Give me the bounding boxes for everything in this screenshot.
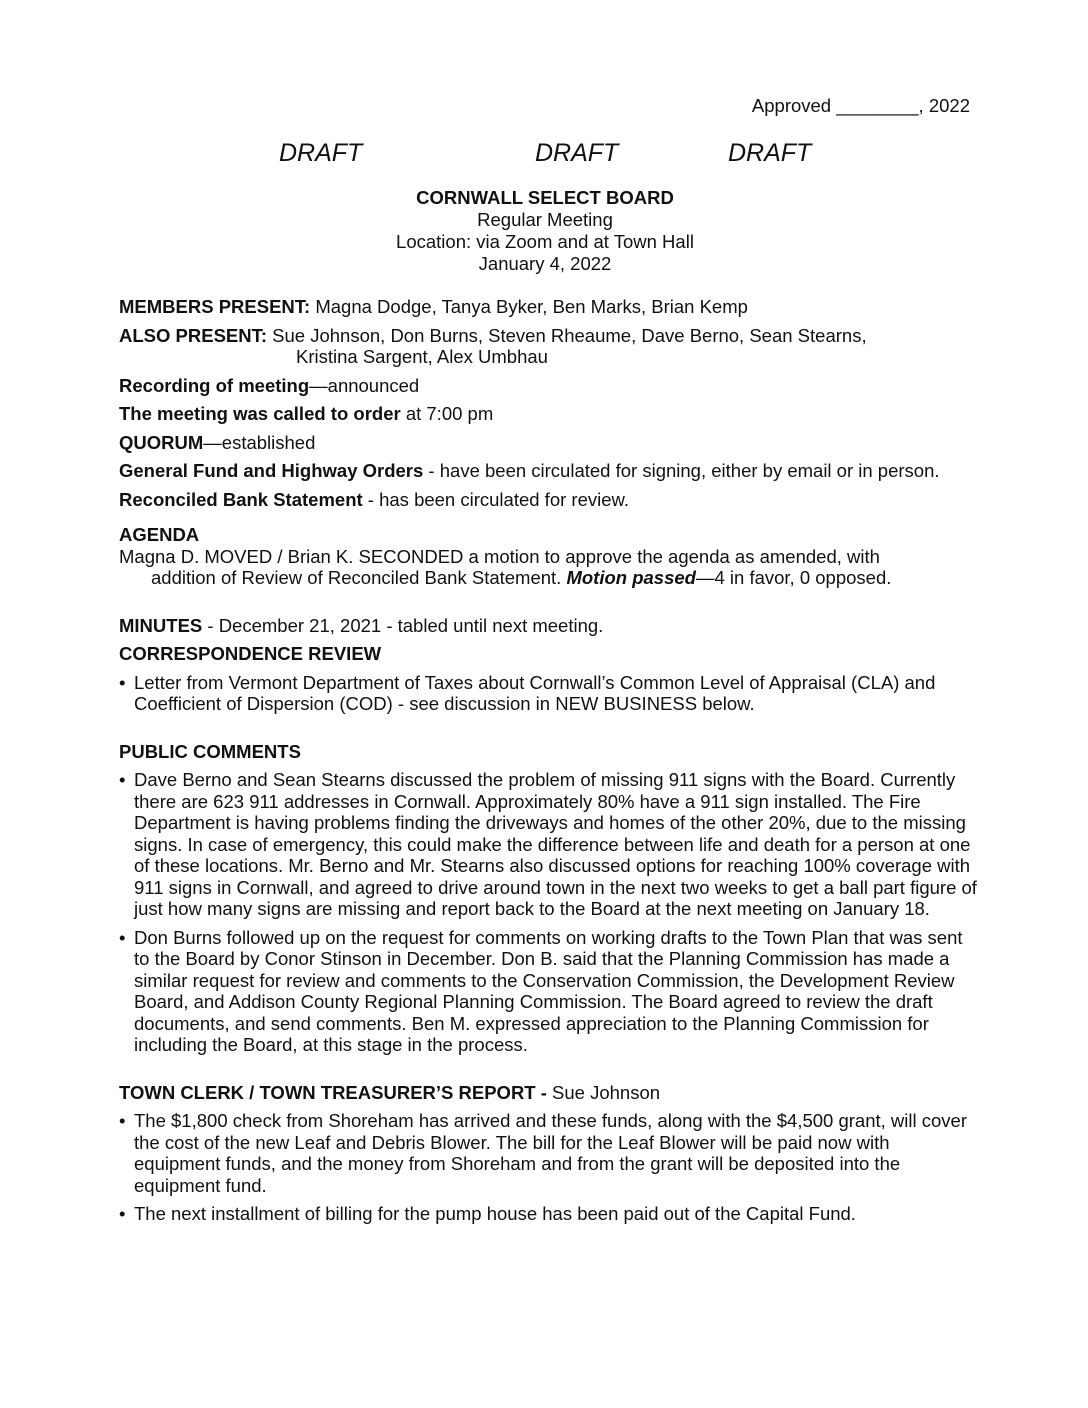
public-comment-item: Dave Berno and Sean Stearns discussed the problem of missing 911 signs with the Board. Currently there are 623 911 addresses in Cornwall. Approximately 80% have a 911 sign installed. The Fire Department is having problems finding the driveways and homes of the other 20%, due to the missing signs. In case of emergency, this could make the difference between life and death for a person at one of these locations. Mr. Berno and Mr. Stearns also discussed options for reaching 100% coverage with 911 signs in Cornwall, and agreed to drive around town in the next two weeks to get a ball part figure of just how many signs are missing and report back to the Board at the next meeting on January 18. — [134, 769, 977, 919]
correspondence-list — [119, 672, 979, 715]
treasurer-section — [119, 1082, 979, 1225]
org-title: CORNWALL SELECT BOARD — [416, 187, 674, 208]
minutes-label: MINUTES — [119, 614, 203, 636]
general-fund-note — [119, 460, 979, 482]
correspondence-section — [119, 643, 979, 715]
call-to-order — [119, 403, 979, 425]
members-present — [119, 296, 979, 318]
draft-mark-right: DRAFT — [728, 139, 812, 167]
call-to-order-text: at 7:00 pm — [400, 403, 494, 424]
agenda-motion: Motion passed — [566, 567, 696, 588]
bullet-icon: • — [119, 926, 126, 948]
also-present-label: ALSO PRESENT: — [119, 324, 268, 346]
correspondence-item: Letter from Vermont Department of Taxes about Cornwall’s Common Level of Appraisal (CLA) and Coefficient of Dispersion (COD) - see discussion in NEW BUSINESS below. — [134, 671, 936, 714]
agenda-line2 — [119, 567, 979, 589]
public-comments-section — [119, 741, 979, 1056]
meeting-header — [300, 187, 790, 275]
approval-line: Approved ________, 2022 — [751, 95, 970, 116]
members-names: Magna Dodge, Tanya Byker, Ben Marks, Brian Kemp — [310, 296, 748, 317]
call-to-order-label: The meeting was called to order — [119, 403, 401, 424]
draft-mark-center: DRAFT — [535, 139, 619, 167]
list-item — [119, 927, 979, 1056]
general-fund-text: - have been circulated for signing, either by email or in person. — [423, 460, 940, 481]
bullet-icon: • — [119, 769, 126, 790]
list-item — [119, 1203, 979, 1225]
treasurer-item: The $1,800 check from Shoreham has arrived and these funds, along with the $4,500 grant, will cover the cost of the new Leaf and Debris Blower. The bill for the Leaf Blower will be paid now with equipment funds, and the money from Shoreham and from the grant will be deposited into the equipment fund. — [134, 1110, 967, 1196]
public-comments-heading: PUBLIC COMMENTS — [119, 740, 301, 762]
bullet-icon: • — [119, 1110, 126, 1131]
also-present-line2: Kristina Sargent, Alex Umbhau — [296, 346, 548, 367]
treasurer-item: The next installment of billing for the pump house has been paid out of the Capital Fund. — [134, 1203, 856, 1224]
list-item — [119, 1110, 979, 1196]
treasurer-heading: TOWN CLERK / TOWN TREASURER’S REPORT - — [119, 1081, 553, 1103]
minutes-body — [119, 296, 979, 1232]
agenda-result: —4 in favor, 0 opposed. — [695, 567, 892, 588]
general-fund-label: General Fund and Highway Orders — [119, 460, 424, 481]
quorum-label: QUORUM — [119, 431, 204, 453]
treasurer-person: Sue Johnson — [552, 1081, 661, 1103]
recording-note — [119, 375, 979, 397]
agenda-line1: Magna D. MOVED / Brian K. SECONDED a motion to approve the agenda as amended, with — [119, 545, 880, 567]
list-item — [119, 672, 979, 715]
public-comment-item: Don Burns followed up on the request for comments on working drafts to the Town Plan that was sent to the Board by Conor Stinson in December. Don B. said that the Planning Commission has made a similar request for review and comments to the Conservation Commission, the Development Review Board, and Addison County Regional Planning Commission. The Board agreed to review the draft documents, and send comments. Ben M. expressed appreciation to the Planning Commission for including the Board, at this stage in the process. — [134, 926, 963, 1055]
treasurer-heading-line — [119, 1082, 979, 1104]
draft-mark-left: DRAFT — [279, 139, 363, 167]
quorum-note — [119, 432, 979, 454]
minutes-note — [119, 615, 979, 637]
agenda-section — [119, 524, 979, 589]
agenda-line2-text: addition of Review of Reconciled Bank Statement. — [151, 567, 567, 588]
recording-text: —announced — [309, 374, 420, 396]
list-item — [119, 769, 979, 920]
quorum-text: —established — [203, 431, 316, 453]
members-label: MEMBERS PRESENT: — [119, 296, 311, 317]
bank-statement-note — [119, 489, 979, 511]
treasurer-list — [119, 1110, 979, 1225]
bank-statement-text: - has been circulated for review. — [362, 488, 629, 510]
agenda-heading: AGENDA — [119, 524, 200, 545]
meeting-type: Regular Meeting — [477, 209, 613, 230]
also-present — [119, 325, 979, 368]
also-present-line1: Sue Johnson, Don Burns, Steven Rheaume, Dave Berno, Sean Stearns, — [267, 324, 867, 346]
bank-statement-label: Reconciled Bank Statement — [119, 488, 363, 510]
meeting-location: Location: via Zoom and at Town Hall — [396, 231, 694, 252]
recording-label: Recording of meeting — [119, 374, 310, 396]
meeting-date: January 4, 2022 — [478, 253, 612, 274]
bullet-icon: • — [119, 1203, 126, 1224]
bullet-icon: • — [119, 671, 126, 693]
minutes-text: - December 21, 2021 - tabled until next meeting. — [202, 614, 604, 636]
correspondence-heading: CORRESPONDENCE REVIEW — [119, 643, 382, 664]
public-comments-list — [119, 769, 979, 1056]
